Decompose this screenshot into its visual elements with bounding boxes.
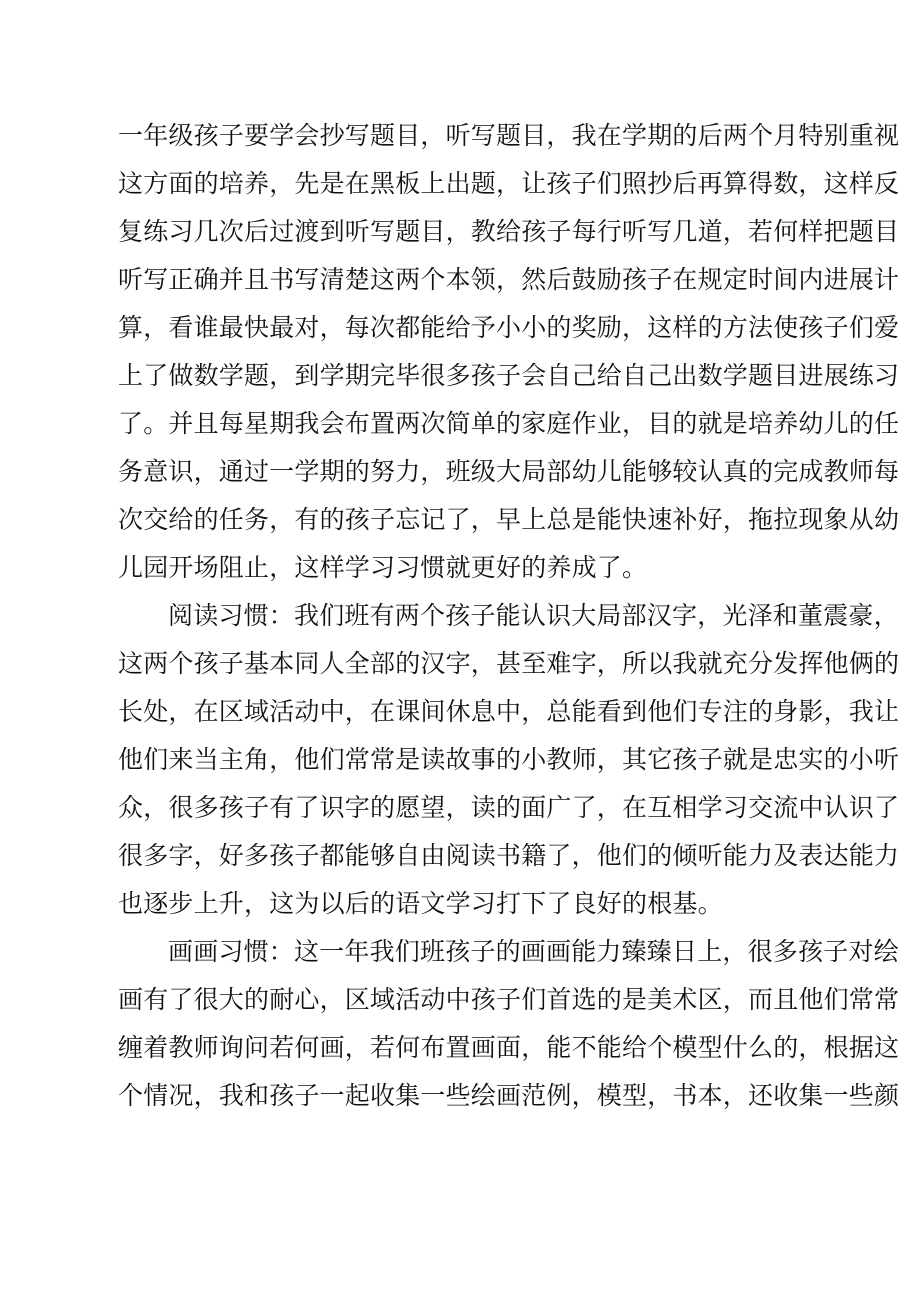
text-line: 儿园开场阻止，这样学习习惯就更好的养成了。: [118, 553, 648, 582]
text-line: 个情况，我和孩子一起收集一些绘画范例，模型，书本，还收集一些颜: [118, 1081, 900, 1110]
text-line: 众，很多孩子有了识字的愿望，读的面广了，在互相学习交流中认识了: [118, 793, 900, 822]
text-line: 画有了很大的耐心，区域活动中孩子们首选的是美术区，而且他们常常: [118, 985, 900, 1014]
text-line: 听写正确并且书写清楚这两个本领，然后鼓励孩子在规定时间内进展计: [118, 265, 900, 294]
text-line: 复练习几次后过渡到听写题目，教给孩子每行听写几道，若何样把题目: [118, 217, 900, 246]
text-line: 他们来当主角，他们常常是读故事的小教师，其它孩子就是忠实的小听: [118, 745, 900, 774]
text-line: 阅读习惯：我们班有两个孩子能认识大局部汉字，光泽和董震豪，: [168, 601, 899, 630]
text-line: 长处，在区域活动中，在课间休息中，总能看到他们专注的身影，我让: [118, 697, 900, 726]
text-line: 这方面的培养，先是在黑板上出题，让孩子们照抄后再算得数，这样反: [118, 169, 900, 198]
text-line: 了。并且每星期我会布置两次简单的家庭作业，目的就是培养幼儿的任: [118, 409, 900, 438]
text-line: 这两个孩子基本同人全部的汉字，甚至难字，所以我就充分发挥他俩的: [118, 649, 900, 678]
text-line: 次交给的任务，有的孩子忘记了，早上总是能快速补好，拖拉现象从幼: [118, 505, 900, 534]
text-line: 务意识，通过一学期的努力，班级大局部幼儿能够较认真的完成教师每: [118, 457, 900, 486]
text-line: 上了做数学题，到学期完毕很多孩子会自己给自己出数学题目进展练习: [118, 361, 900, 390]
text-line: 很多字，好多孩子都能够自由阅读书籍了，他们的倾听能力及表达能力: [118, 841, 900, 870]
text-line: 也逐步上升，这为以后的语文学习打下了良好的根基。: [118, 889, 723, 918]
text-line: 一年级孩子要学会抄写题目，听写题目，我在学期的后两个月特别重视: [118, 121, 900, 150]
text-line: 缠着教师询问若何画，若何布置画面，能不能给个模型什么的，根据这: [118, 1033, 900, 1062]
text-line: 画画习惯：这一年我们班孩子的画画能力臻臻日上，很多孩子对绘: [168, 937, 899, 966]
text-line: 算，看谁最快最对，每次都能给予小小的奖励，这样的方法使孩子们爱: [118, 313, 900, 342]
